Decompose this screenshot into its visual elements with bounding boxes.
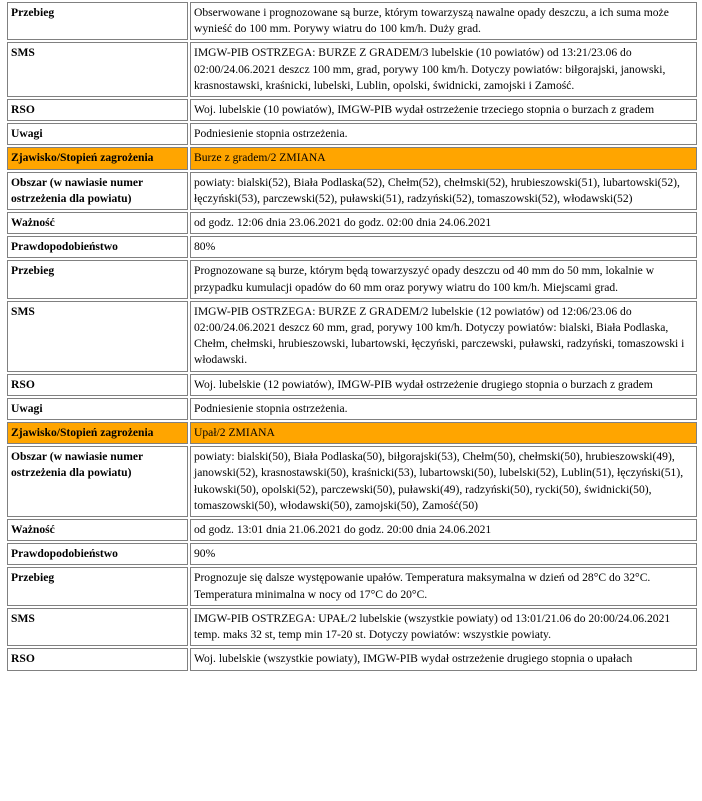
table-row — [7, 236, 697, 258]
row-key: Obszar (w nawiasie numer ostrzeżenia dla powiatu) — [7, 446, 188, 517]
table-row — [7, 543, 697, 565]
table-row — [7, 301, 697, 372]
row-value: Upał/2 ZMIANA — [190, 422, 697, 444]
table-row — [7, 2, 697, 40]
row-value: powiaty: bialski(50), Biała Podlaska(50), biłgorajski(53), Chełm(50), chełmski(50), hrubieszowski(49), janowski(52), krasnostawski(50), kraśnicki(53), lubartowski(50), lubelski(52), Lublin(51), łęczyński(51), łukowski(50), opolski(52), parczewski(50), puławski(49), radzyński(50), rycki(50), świdnicki(50), tomaszowski(50), włodawski(50), zamojski(50), Zamość(50) — [190, 446, 697, 517]
table-row — [7, 99, 697, 121]
row-value: 80% — [190, 236, 697, 258]
row-value: IMGW-PIB OSTRZEGA: BURZE Z GRADEM/2 lubelskie (12 powiatów) od 12:06/23.06 do 02:00/24.06.2021 deszcz 60 mm, grad, porywy 100 km/h. Dotyczy powiatów: bialski, Biała Podlaska, Chełm, chełmski, hrubieszowski, lubartowski, łęczyński, parczewski, puławski, radzyński, tomaszowski i włodawski. — [190, 301, 697, 372]
row-key: Przebieg — [7, 567, 188, 605]
row-value: IMGW-PIB OSTRZEGA: UPAŁ/2 lubelskie (wszystkie powiaty) od 13:01/21.06 do 20:00/24.06.2021 temp. maks 32 st, temp min 17-20 st. Dotyczy powiatów: wszystkie powiaty. — [190, 608, 697, 646]
row-key: Obszar (w nawiasie numer ostrzeżenia dla powiatu) — [7, 172, 188, 210]
warning-table-container — [5, 0, 699, 801]
row-key: Ważność — [7, 212, 188, 234]
row-value: Woj. lubelskie (12 powiatów), IMGW-PIB wydał ostrzeżenie drugiego stopnia o burzach z gradem — [190, 374, 697, 396]
row-value: powiaty: bialski(52), Biała Podlaska(52), Chełm(52), chełmski(52), hrubieszowski(51), lubartowski(52), łęczyński(53), parczewski(52), puławski(51), radzyński(52), tomaszowski(52), włodawski(52) — [190, 172, 697, 210]
row-value: Woj. lubelskie (10 powiatów), IMGW-PIB wydał ostrzeżenie trzeciego stopnia o burzach z gradem — [190, 99, 697, 121]
table-row — [7, 172, 697, 210]
row-key: Prawdopodobieństwo — [7, 236, 188, 258]
table-row — [7, 608, 697, 646]
highlight-row — [7, 147, 697, 169]
table-row — [7, 648, 697, 670]
row-value: od godz. 12:06 dnia 23.06.2021 do godz. 02:00 dnia 24.06.2021 — [190, 212, 697, 234]
table-row — [7, 519, 697, 541]
row-key: SMS — [7, 608, 188, 646]
row-key: RSO — [7, 374, 188, 396]
warning-table-body — [7, 2, 697, 671]
row-key: RSO — [7, 648, 188, 670]
table-row — [7, 260, 697, 298]
row-key: Prawdopodobieństwo — [7, 543, 188, 565]
row-value: od godz. 13:01 dnia 21.06.2021 do godz. 20:00 dnia 24.06.2021 — [190, 519, 697, 541]
row-value: Podniesienie stopnia ostrzeżenia. — [190, 398, 697, 420]
row-key: Ważność — [7, 519, 188, 541]
table-row — [7, 123, 697, 145]
table-row — [7, 398, 697, 420]
row-key: Zjawisko/Stopień zagrożenia — [7, 147, 188, 169]
row-key: Zjawisko/Stopień zagrożenia — [7, 422, 188, 444]
highlight-row — [7, 422, 697, 444]
row-value: Obserwowane i prognozowane są burze, którym towarzyszą nawalne opady deszczu, a ich suma może wynieść do 100 mm. Porywy wiatru do 100 km/h. Duży grad. — [190, 2, 697, 40]
row-key: Przebieg — [7, 260, 188, 298]
table-row — [7, 446, 697, 517]
row-key: SMS — [7, 301, 188, 372]
table-row — [7, 374, 697, 396]
row-key: Uwagi — [7, 398, 188, 420]
row-key: SMS — [7, 42, 188, 97]
row-value: Podniesienie stopnia ostrzeżenia. — [190, 123, 697, 145]
row-key: Uwagi — [7, 123, 188, 145]
row-value: 90% — [190, 543, 697, 565]
row-value: Burze z gradem/2 ZMIANA — [190, 147, 697, 169]
warning-table — [5, 0, 699, 673]
row-value: IMGW-PIB OSTRZEGA: BURZE Z GRADEM/3 lubelskie (10 powiatów) od 13:21/23.06 do 02:00/24.06.2021 deszcz 100 mm, grad, porywy 100 km/h. Dotyczy powiatów: biłgorajski, janowski, krasnostawski, kraśnicki, lubelski, Lublin, opolski, świdnicki, zamojski i Zamość. — [190, 42, 697, 97]
table-row — [7, 567, 697, 605]
row-value: Woj. lubelskie (wszystkie powiaty), IMGW-PIB wydał ostrzeżenie drugiego stopnia o upałach — [190, 648, 697, 670]
row-key: Przebieg — [7, 2, 188, 40]
row-value: Prognozowane są burze, którym będą towarzyszyć opady deszczu od 40 mm do 50 mm, lokalnie w przypadku kumulacji opadów do 60 mm oraz porywy wiatru do 100 km/h. Miejscami grad. — [190, 260, 697, 298]
table-row — [7, 212, 697, 234]
table-row — [7, 42, 697, 97]
row-value: Prognozuje się dalsze występowanie upałów. Temperatura maksymalna w dzień od 28°C do 32°C. Temperatura minimalna w nocy od 17°C do 20°C. — [190, 567, 697, 605]
row-key: RSO — [7, 99, 188, 121]
